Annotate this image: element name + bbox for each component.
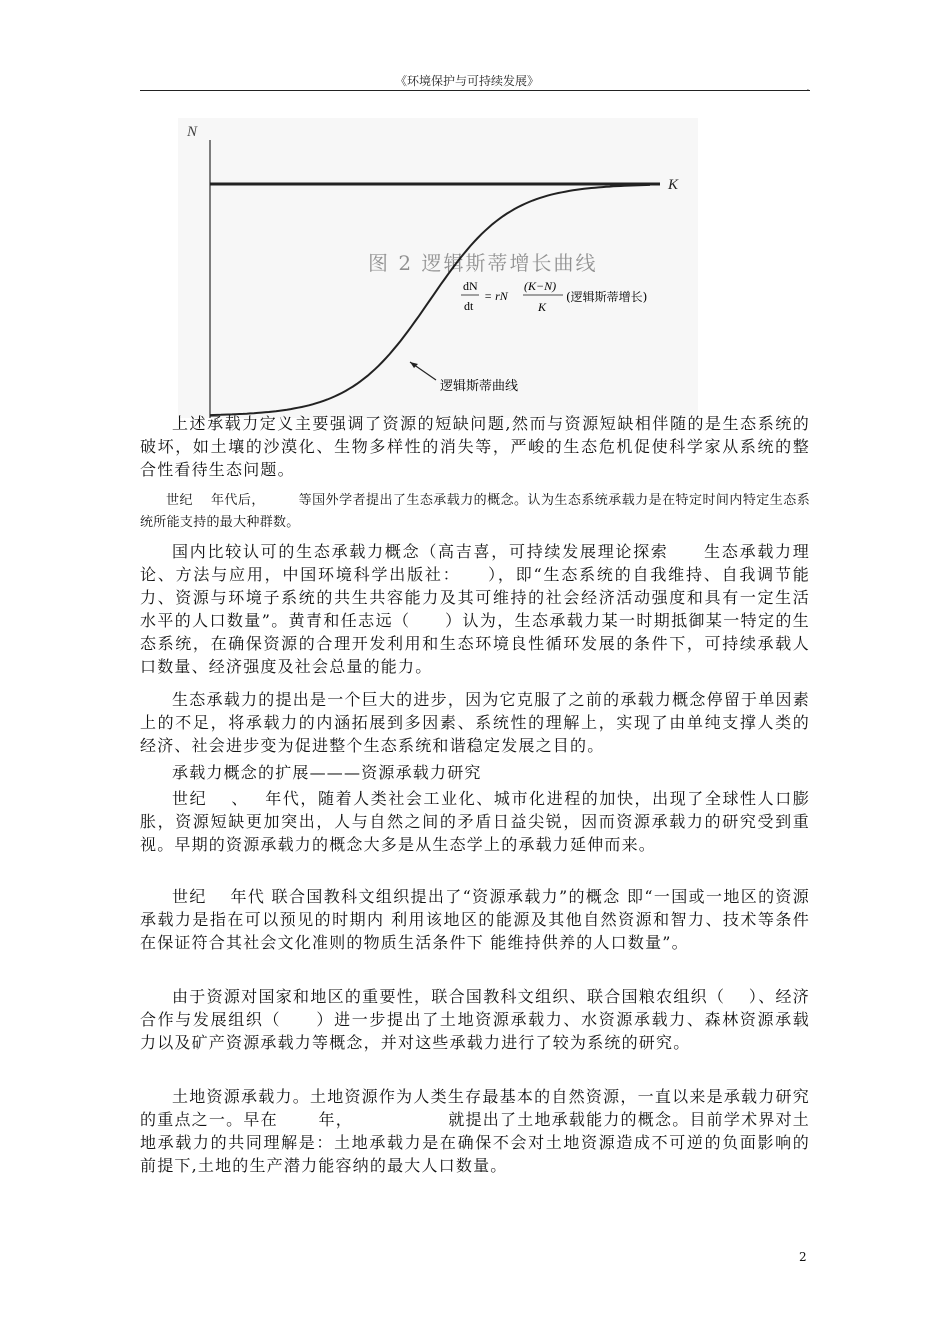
formula-dn: dN [463,279,478,293]
paragraph-5: 世纪 、 年代，随着人类社会工业化、城市化进程的加快，出现了全球性人口膨胀，资源短缺更加突出，人与自然之间的矛盾日益尖锐，因而资源承载力的研究受到重视。早期的资源承载力的概念大多是从生态学上的承载力延伸而来。 [140,789,810,854]
paragraph-6: 世纪 年代 联合国教科文组织提出了“资源承载力”的概念 即“一国或一地区的资源承载力是指在可以预见的时期内 利用该地区的能源及其他自然资源和智力、技术等条件 在保证符合其社会文化准则的物质生活条件下 能维持供养的人口数量”。 [140,887,810,952]
paragraph-8: 土地资源承载力。土地资源作为人类生存最基本的自然资源，一直以来是承载力研究的重点之一。早在 年， 就提出了土地承载能力的概念。目前学术界对土地承载力的共同理解是：土地承载力是在确保不会对土地资源造成不可逆的负面影响的前提下,土地的生产潜力能容纳的最大人口数量。 [140,1087,810,1175]
paragraph-3: 国内比较认可的生态承载力概念（高吉喜，可持续发展理论探索 生态承载力理论、方法与应用，中国环境科学出版社： ），即“生态系统的自我维持、自我调节能力、资源与环境子系统的共生共容能力及其可维持的社会经济活动强度和具有一定生活水平的人口数量”。黄青和任志远（ ）认为，生态承载力某一时期抵御某一特定的生态系统，在确保资源的合理开发利用和生态环境良性循环发展的条件下，可持续承载人口数量、经济强度及社会总量的能力。 [140,542,810,676]
paragraph-2: 世纪 年代后， 等国外学者提出了生态承载力的概念。认为生态系统承载力是在特定时间内特定生态系统所能支持的最大种群数。 [140,493,810,530]
section-heading: 承载力概念的扩展———资源承载力研究 [172,763,482,782]
formula-rn: = rN [484,289,508,303]
formula-k-minus-n: (K−N) [524,279,557,293]
y-axis-label: N [187,124,198,140]
document-header-title: 《环境保护与可持续发展》 [395,74,540,88]
paragraph-1: 上述承载力定义主要强调了资源的短缺问题,然而与资源短缺相伴随的是生态系统的破坏，如土壤的沙漠化、生物多样性的消失等，严峻的生态危机促使科学家从系统的整合性看待生态问题。 [140,414,810,479]
header-mark: . [806,80,810,94]
formula-note: (逻辑斯蒂增长) [566,290,648,304]
k-label: K [668,177,679,193]
formula-k: K [538,300,547,314]
header-rule [140,90,810,91]
curve-label: 逻辑斯蒂曲线 [440,379,519,394]
paragraph-7: 由于资源对国家和地区的重要性，联合国教科文组织、联合国粮农组织（ ）、经济合作与发展组织（ ）进一步提出了土地资源承载力、水资源承载力、森林资源承载力以及矿产资源承载力等概念，并对这些承载力进行了较为系统的研究。 [140,987,810,1052]
paragraph-4: 生态承载力的提出是一个巨大的进步，因为它克服了之前的承载力概念停留于单因素上的不足，将承载力的内涵拓展到多因素、系统性的理解上，实现了由单纯支撑人类的经济、社会进步变为促进整个生态系统和谐稳定发展之目的。 [140,690,810,755]
page-number: 2 [799,1250,807,1264]
formula-dt: dt [464,299,474,313]
figure-caption-overlay: 图 2 逻辑斯蒂增长曲线 [368,251,598,275]
